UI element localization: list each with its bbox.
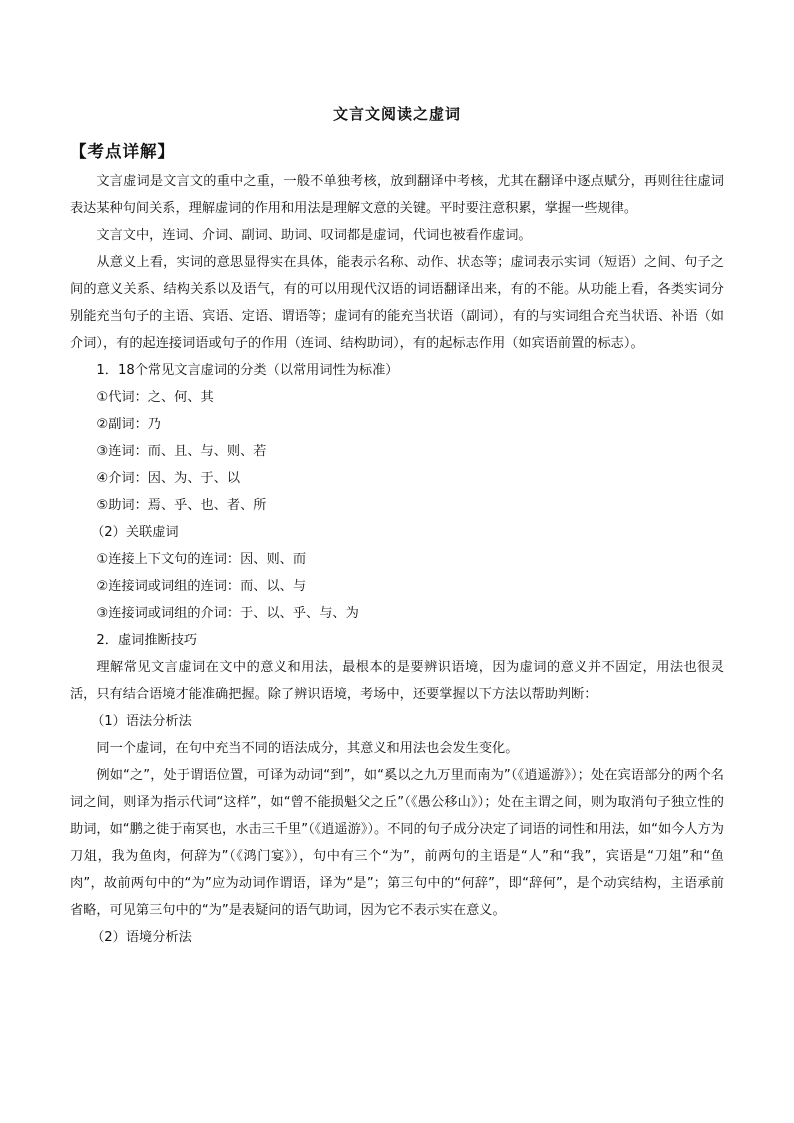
document-body — [70, 168, 724, 951]
section2-heading: 2．虚词推断技巧 — [96, 633, 198, 648]
paragraph-intro: 文言虚词是文言文的重中之重，一般不单独考核，放到翻译中考核，尤其在翻译中逐点赋分，再则往往虚词表达某种句间关系，理解虚词的作用和用法是理解文意的关键。平时要注意积累，掌握一些规律。 — [70, 174, 724, 216]
section-heading: 【考点详解】 — [70, 142, 175, 161]
list-item-particle: ⑤助词：焉、乎、也、者、所 — [96, 498, 267, 513]
method1-text-2: 例如“之”，处于谓语位置，可译为动词“到”，如“奚以之九万里而南为”（《逍遥游》）；处在宾语部分的两个名词之间，则译为指示代词“这样”，如“曾不能损魁父之丘”（《愚公移山》）；处在主谓之间，则为取消句子独立性的助词，如“鹏之徙于南冥也，水击三千里”（《逍遥游》）。不同的句子成分决定了词语的词性和用法，如“如今人方为刀俎，我为鱼肉，何辞为”（《鸿门宴》），句中有三个“为”，前两句的主语是“人”和“我”，宾语是“刀俎”和“鱼肉”，故前两句中的“为”应为动词作谓语，译为“是”；第三句中的“何辞”，即“辞何”，是个动宾结构，主语承前省略，可见第三句中的“为”是表疑问的语气助词，因为它不表示实在意义。 — [70, 768, 724, 918]
list-item-preposition: ④介词：因、为、于、以 — [96, 471, 241, 486]
list-item-sentence-conj: ①连接上下文句的连词：因、则、而 — [96, 552, 307, 567]
list-item-conjunction: ③连词：而、且、与、则、若 — [96, 444, 267, 459]
section1-heading: 1．18个常见文言虚词的分类（以常用词性为标准） — [96, 363, 399, 378]
list-item-adverb: ②副词：乃 — [96, 417, 161, 432]
list-item-phrase-conj: ②连接词或词组的连词：而、以、与 — [96, 579, 307, 594]
list-item-phrase-prep: ③连接词或词组的介词：于、以、乎、与、为 — [96, 606, 359, 621]
sub-heading-related: （2）关联虚词 — [91, 525, 179, 540]
paragraph-meaning: 从意义上看，实词的意思显得实在具体，能表示名称、动作、状态等；虚词表示实词（短语）之间、句子之间的意义关系、结构关系以及语气，有的可以用现代汉语的词语翻译出来，有的不能。从功能上看，各类实词分别能充当句子的主语、宾语、定语、谓语等；虚词有的能充当状语（副词），有的与实词组合充当状语、补语（如介词），有的起连接词语或句子的作用（连词、结构助词），有的起标志作用（如宾语前置的标志）。 — [70, 255, 724, 351]
paragraph-definition: 文言文中，连词、介词、副词、助词、叹词都是虚词，代词也被看作虚词。 — [96, 228, 532, 243]
page-title: 文言文阅读之虚词 — [332, 105, 461, 123]
section2-intro: 理解常见文言虚词在文中的意义和用法，最根本的是要辨识语境，因为虚词的意义并不固定，用法也很灵活，只有结合语境才能准确把握。除了辨识语境，考场中，还要掌握以下方法以帮助判断： — [70, 660, 724, 702]
method1-heading: （1）语法分析法 — [91, 714, 192, 729]
method2-heading: （2）语境分析法 — [91, 930, 192, 945]
list-item-pronoun: ①代词：之、何、其 — [96, 390, 214, 405]
method1-text-1: 同一个虚词，在句中充当不同的语法成分，其意义和用法也会发生变化。 — [96, 741, 519, 756]
